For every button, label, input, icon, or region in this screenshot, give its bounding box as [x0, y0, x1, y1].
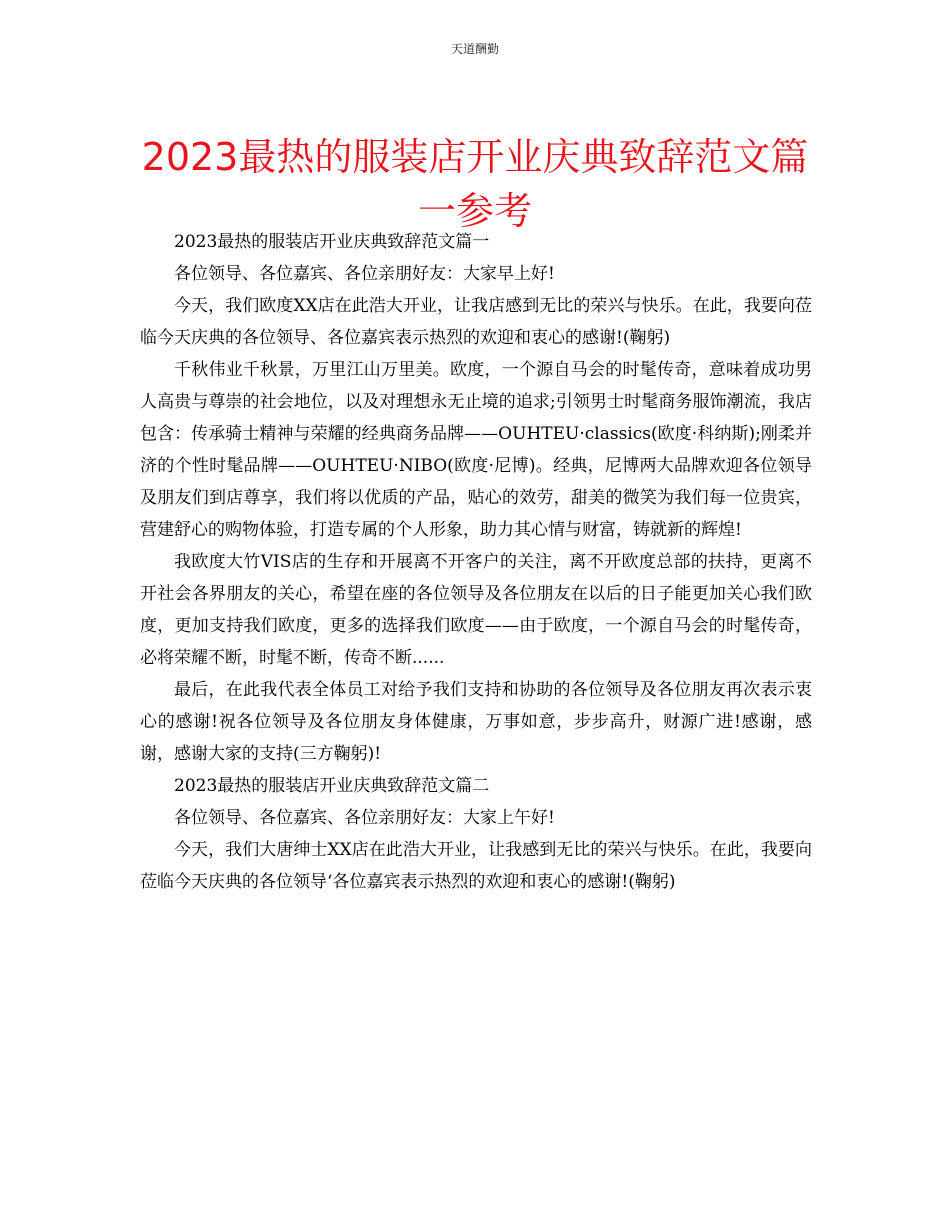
- paragraph: 今天，我们大唐绅士XX店在此浩大开业，让我感到无比的荣兴与快乐。在此，我要向莅临今天庆典的各位领导‘各位嘉宾表示热烈的欢迎和衷心的感谢!(鞠躬): [140, 840, 812, 892]
- paragraph: 各位领导、各位嘉宾、各位亲朋好友：大家早上好!: [174, 264, 555, 284]
- document-title: 2023最热的服装店开业庆典致辞范文篇一参考: [141, 135, 809, 233]
- paragraph: 2023最热的服装店开业庆典致辞范文篇二: [174, 776, 490, 796]
- paragraph: 最后，在此我代表全体员工对给予我们支持和协助的各位领导及各位朋友再次表示衷心的感谢!祝各位领导及各位朋友身体健康，万事如意，步步高升，财源广进!感谢，感谢，感谢大家的支持(三方鞠躬)!: [140, 680, 812, 764]
- document-body: [140, 226, 812, 898]
- paragraph: 我欧度大竹VIS店的生存和开展离不开客户的关注，离不开欧度总部的扶持，更离不开社会各界朋友的关心，希望在座的各位领导及各位朋友在以后的日子能更加关心我们欧度，更加支持我们欧度，更多的选择我们欧度——由于欧度，一个源自马会的时髦传奇，必将荣耀不断，时髦不断，传奇不断......: [140, 552, 812, 668]
- page-header: 天道酬勤: [450, 42, 499, 56]
- paragraph: 2023最热的服装店开业庆典致辞范文篇一: [174, 232, 490, 252]
- paragraph: 千秋伟业千秋景，万里江山万里美。欧度，一个源自马会的时髦传奇，意味着成功男人高贵与尊崇的社会地位，以及对理想永无止境的追求;引领男士时髦商务服饰潮流，我店包含：传承骑士精神与荣耀的经典商务品牌——OUHTEU·classics(欧度·科纳斯);刚柔并济的个性时髦品牌——OUHTEU·NIBO(欧度·尼博)。经典，尼博两大品牌欢迎各位领导及朋友们到店尊享，我们将以优质的产品，贴心的效劳，甜美的微笑为我们每一位贵宾，营建舒心的购物体验，打造专属的个人形象，助力其心情与财富，铸就新的辉煌!: [140, 360, 812, 540]
- paragraph: 今天，我们欧度XX店在此浩大开业，让我店感到无比的荣兴与快乐。在此，我要向莅临今天庆典的各位领导、各位嘉宾表示热烈的欢迎和衷心的感谢!(鞠躬): [140, 296, 812, 348]
- paragraph: 各位领导、各位嘉宾、各位亲朋好友：大家上午好!: [174, 808, 555, 828]
